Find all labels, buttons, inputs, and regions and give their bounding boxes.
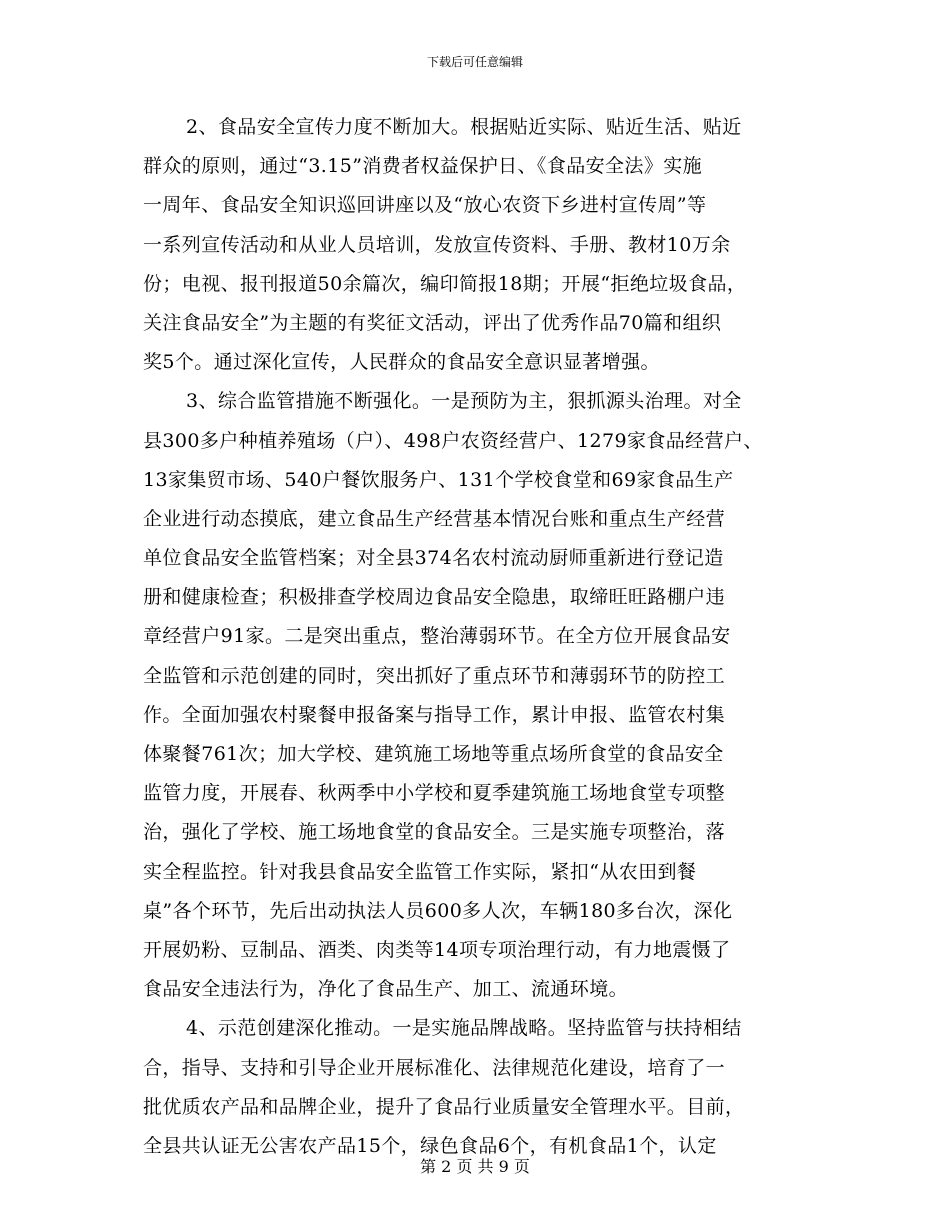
paragraph-3-line: 3、综合监管措施不断强化。一是预防为主，狠抓源头治理。对全 — [186, 390, 742, 413]
paragraph-3-line: 监管力度，开展春、秋两季中小学校和夏季建筑施工场地食堂专项整 — [143, 782, 726, 805]
paragraph-3-line: 食品安全违法行为，净化了食品生产、加工、流通环境。 — [143, 978, 629, 1001]
paragraph-3-line: 册和健康检查；积极排查学校周边食品安全隐患，取缔旺旺路棚户违 — [143, 586, 726, 609]
paragraph-3-line: 作。全面加强农村聚餐申报备案与指导工作，累计申报、监管农村集 — [143, 703, 726, 726]
paragraph-3-line: 治，强化了学校、施工场地食堂的食品安全。三是实施专项整治，落 — [143, 821, 726, 844]
paragraph-4-line: 4、示范创建深化推动。一是实施品牌战略。坚持监管与扶持相结 — [186, 1017, 742, 1040]
document-body — [143, 108, 825, 1166]
page-number-footer: 第 2 页 共 9 页 — [420, 1157, 530, 1176]
paragraph-3-line: 开展奶粉、豆制品、酒类、肉类等14项专项治理行动，有力地震慑了 — [143, 938, 731, 961]
paragraph-3-line: 实全程监控。针对我县食品安全监管工作实际，紧扣“从农田到餐 — [143, 860, 697, 883]
paragraph-3-line: 企业进行动态摸底，建立食品生产经营基本情况台账和重点生产经营 — [143, 507, 726, 530]
page-header: 下载后可任意编辑 — [426, 55, 523, 69]
paragraph-2-line: 2、食品安全宣传力度不断加大。根据贴近实际、贴近生活、贴近 — [186, 116, 742, 138]
paragraph-3-line: 单位食品安全监管档案；对全县374名农村流动厨师重新进行登记造 — [143, 547, 724, 570]
paragraph-3-line: 桌”各个环节，先后出动执法人员600多人次，车辆180多台次，深化 — [143, 899, 733, 922]
paragraph-2-line: 份；电视、报刊报道50余篇次，编印简报18期；开展“拒绝垃圾食品， — [143, 272, 747, 295]
paragraph-3-line: 章经营户91家。二是突出重点，整治薄弱环节。在全方位开展食品安 — [143, 625, 731, 648]
paragraph-2-line: 一系列宣传活动和从业人员培训，发放宣传资料、手册、教材10万余 — [143, 233, 731, 256]
paragraph-3-line: 13家集贸市场、540户餐饮服务户、131个学校食堂和69家食品生产 — [143, 468, 734, 491]
paragraph-2-line: 群众的原则，通过“3.15”消费者权益保护日、《食品安全法》实施 — [143, 155, 703, 178]
paragraph-2-line: 一周年、食品安全知识巡回讲座以及“放心农资下乡进村宣传周”等 — [143, 194, 707, 217]
paragraph-2-line: 奖5个。通过深化宣传，人民群众的食品安全意识显著增强。 — [143, 351, 660, 374]
paragraph-4-line: 批优质农产品和品牌企业，提升了食品行业质量安全管理水平。目前， — [143, 1095, 745, 1118]
paragraph-3-line: 体聚餐761次；加大学校、建筑施工场地等重点场所食堂的食品安全 — [143, 743, 724, 765]
paragraph-3-line: 县300多户种植养殖场（户）、498户农资经营户、1279家食品经营户、 — [143, 429, 763, 452]
paragraph-4-line: 全县共认证无公害农产品15个，绿色食品6个，有机食品1个，认定 — [143, 1134, 717, 1157]
paragraph-2-line: 关注食品安全”为主题的有奖征文活动，评出了优秀作品70篇和组织 — [143, 311, 722, 334]
paragraph-4-line: 合，指导、支持和引导企业开展标准化、法律规范化建设，培育了一 — [143, 1056, 726, 1079]
paragraph-3-line: 全监管和示范创建的同时，突出抓好了重点环节和薄弱环节的防控工 — [143, 664, 726, 687]
